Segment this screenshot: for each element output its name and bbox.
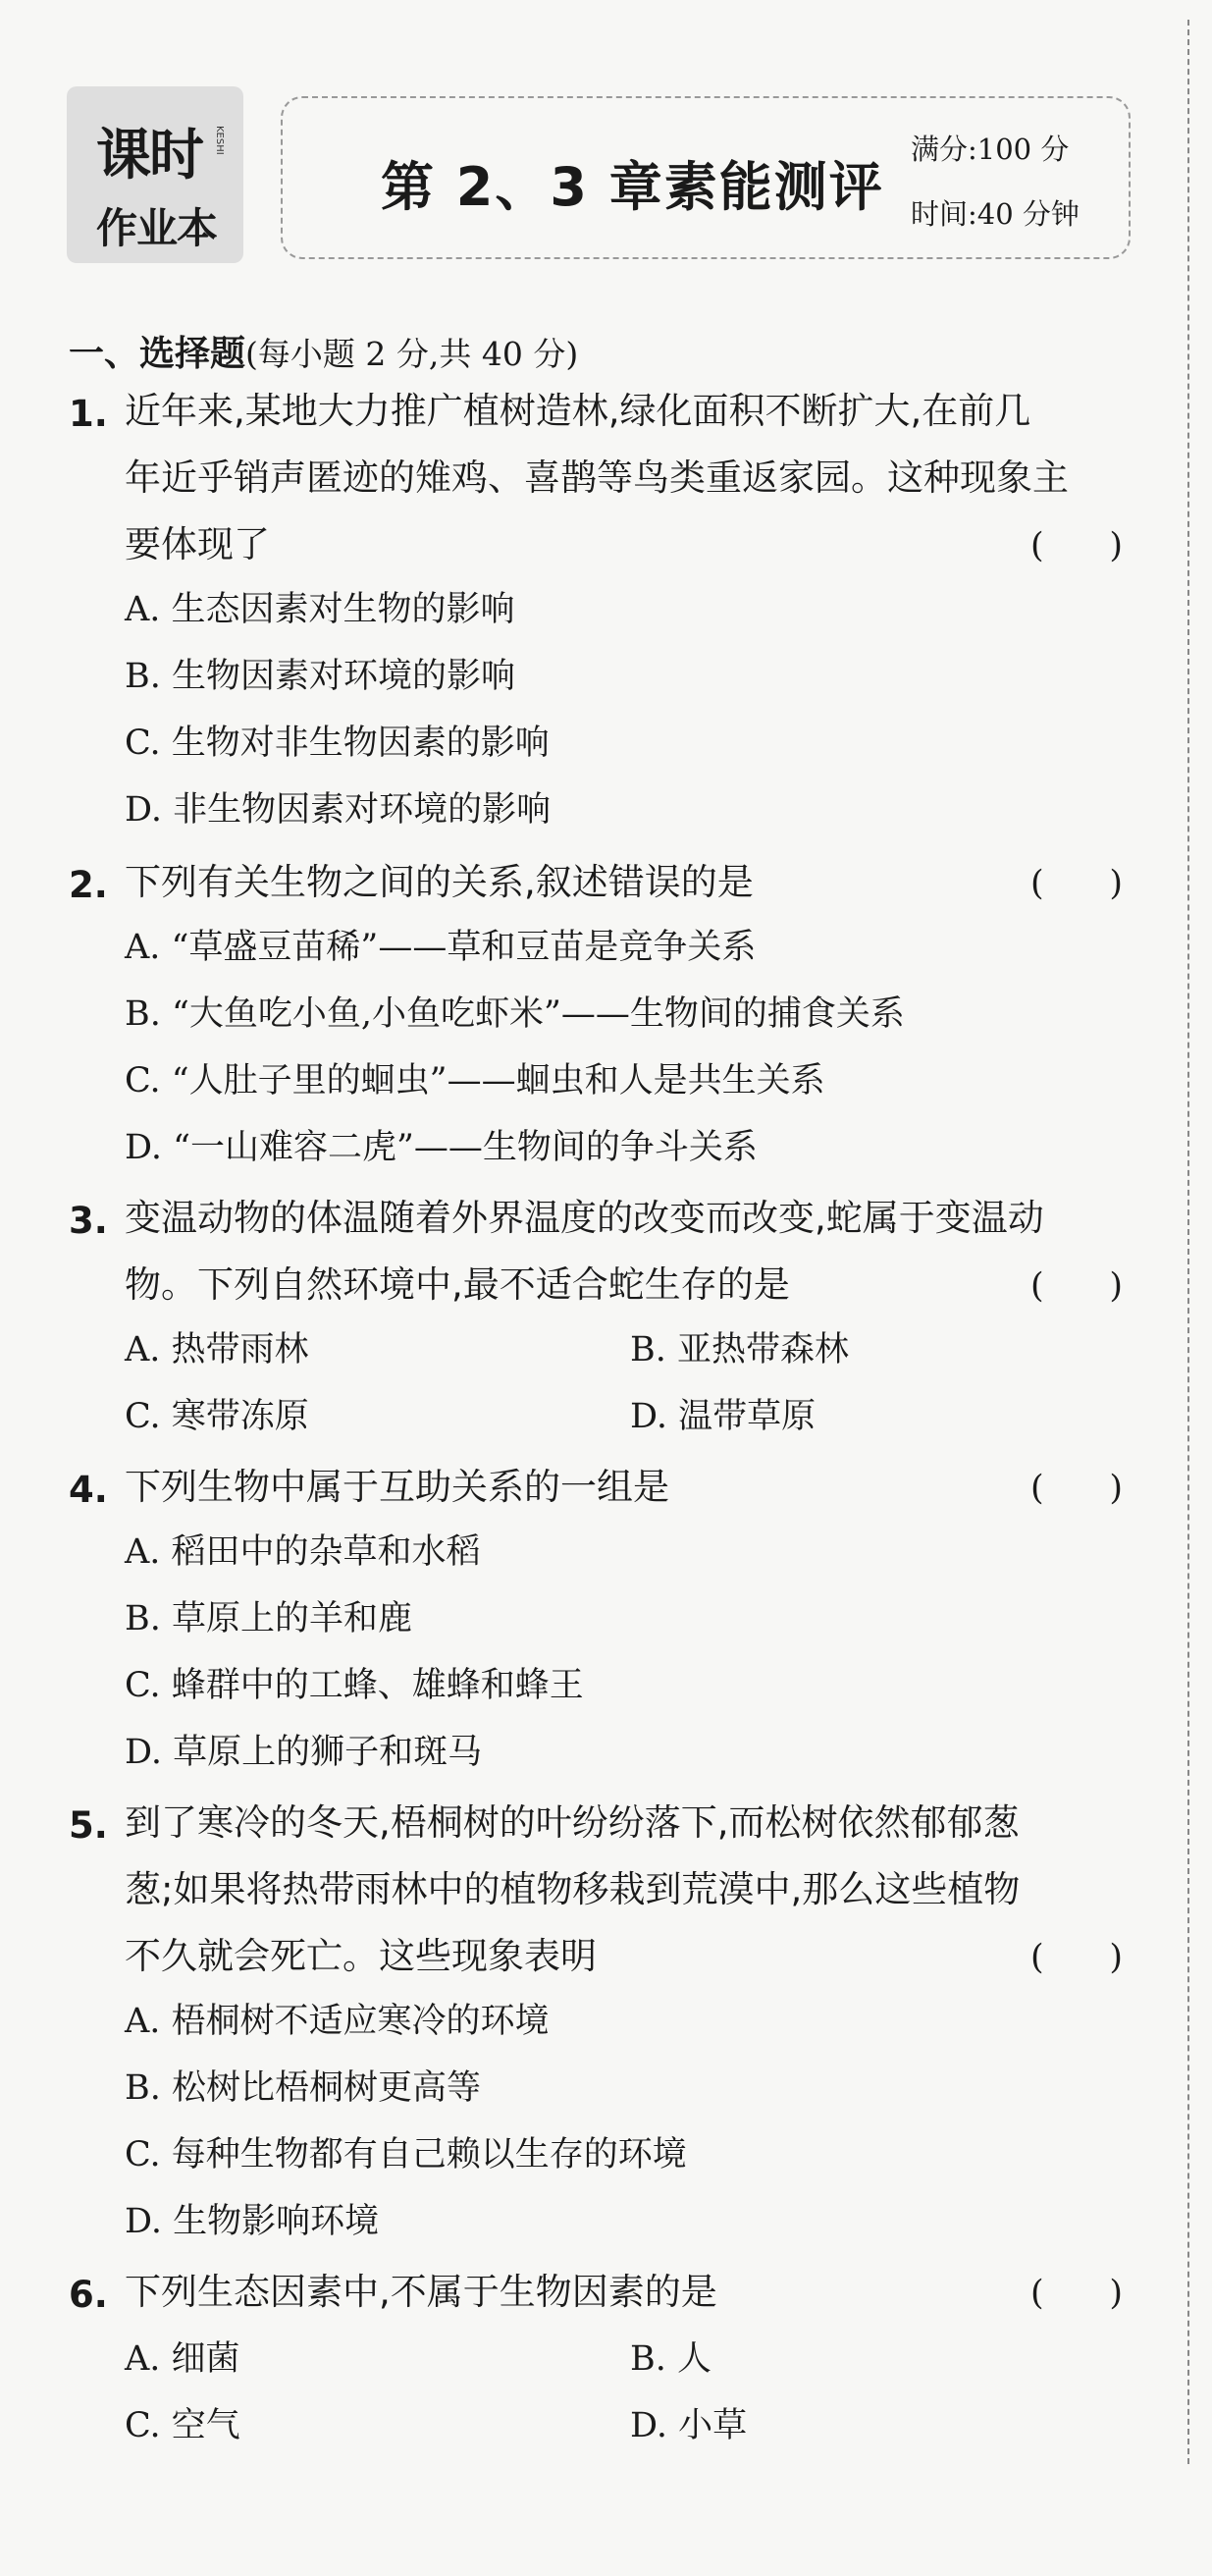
logo <box>67 86 243 263</box>
option[interactable]: D. 草原上的狮子和斑马 <box>125 1733 483 1772</box>
option[interactable]: C. 空气 <box>125 2406 240 2445</box>
option[interactable]: C. 每种生物都有自己赖以生存的环境 <box>125 2135 687 2174</box>
option[interactable]: A. 稻田中的杂草和水稻 <box>125 1532 481 1572</box>
option[interactable]: A. 热带雨林 <box>125 1330 309 1369</box>
option[interactable]: A. 梧桐树不适应寒冷的环境 <box>125 2002 550 2041</box>
option[interactable]: C. 寒带冻原 <box>125 1397 309 1436</box>
question-text: 年近乎销声匿迹的雉鸡、喜鹊等鸟类重返家园。这种现象主 <box>125 456 1069 499</box>
question-text: 下列生态因素中,不属于生物因素的是 <box>125 2271 717 2313</box>
question-number: 5. <box>69 1804 108 1847</box>
answer-blank[interactable]: ( ) <box>1030 2274 1124 2313</box>
option[interactable]: C. 蜂群中的工蜂、雄蜂和蜂王 <box>125 1666 584 1705</box>
question-number: 2. <box>69 864 108 906</box>
option[interactable]: D. 生物影响环境 <box>125 2202 380 2241</box>
option[interactable]: B. 人 <box>630 2339 711 2379</box>
option[interactable]: C. 生物对非生物因素的影响 <box>125 724 550 763</box>
question-text: 不久就会死亡。这些现象表明 <box>125 1935 597 1977</box>
option[interactable]: B. 松树比梧桐树更高等 <box>125 2068 481 2108</box>
option[interactable]: D. 温带草原 <box>630 1397 817 1436</box>
option[interactable]: C. “人肚子里的蛔虫”——蛔虫和人是共生关系 <box>125 1061 825 1100</box>
question-text: 下列生物中属于互助关系的一组是 <box>125 1466 669 1508</box>
answer-blank[interactable]: ( ) <box>1030 526 1124 565</box>
option[interactable]: B. “大鱼吃小鱼,小鱼吃虾米”——生物间的捕食关系 <box>125 994 905 1034</box>
answer-blank[interactable]: ( ) <box>1030 1469 1124 1508</box>
answer-blank[interactable]: ( ) <box>1030 864 1124 903</box>
question-text: 要体现了 <box>125 523 270 565</box>
option[interactable]: D. 非生物因素对环境的影响 <box>125 790 552 830</box>
option[interactable]: B. 草原上的羊和鹿 <box>125 1599 412 1638</box>
logo-line-1: 课时 <box>96 124 202 188</box>
option[interactable]: B. 生物因素对环境的影响 <box>125 657 515 696</box>
option[interactable]: D. 小草 <box>630 2406 748 2445</box>
option[interactable]: B. 亚热带森林 <box>630 1330 849 1369</box>
header-box <box>281 96 1131 259</box>
question-text: 葱;如果将热带雨林中的植物移栽到荒漠中,那么这些植物 <box>125 1868 1021 1910</box>
logo-pinyin: KESHI <box>214 126 225 155</box>
section-note: (每小题 2 分,共 40 分) <box>245 335 579 373</box>
question-number: 6. <box>69 2274 108 2316</box>
question-text: 变温动物的体温随着外界温度的改变而改变,蛇属于变温动 <box>125 1197 1044 1239</box>
full-marks: 满分:100 分 <box>911 133 1070 166</box>
answer-blank[interactable]: ( ) <box>1030 1938 1124 1977</box>
section-title: 一、选择题 <box>69 334 246 374</box>
question-number: 1. <box>69 393 108 435</box>
question-text: 物。下列自然环境中,最不适合蛇生存的是 <box>125 1263 790 1306</box>
logo-line-2: 作业本 <box>96 204 218 252</box>
question-text: 下列有关生物之间的关系,叙述错误的是 <box>125 861 754 903</box>
question-number: 3. <box>69 1200 108 1242</box>
question-text: 到了寒冷的冬天,梧桐树的叶纷纷落下,而松树依然郁郁葱 <box>125 1801 1020 1844</box>
page-margin-divider <box>1187 20 1189 2464</box>
option[interactable]: D. “一山难容二虎”——生物间的争斗关系 <box>125 1128 758 1167</box>
time-limit: 时间:40 分钟 <box>911 197 1080 231</box>
option[interactable]: A. “草盛豆苗稀”——草和豆苗是竞争关系 <box>125 928 757 967</box>
page-title: 第 2、3 章素能测评 <box>381 156 884 218</box>
question-number: 4. <box>69 1469 108 1511</box>
answer-blank[interactable]: ( ) <box>1030 1266 1124 1306</box>
option[interactable]: A. 细菌 <box>125 2339 240 2379</box>
option[interactable]: A. 生态因素对生物的影响 <box>125 590 515 629</box>
section-heading <box>69 326 578 376</box>
question-text: 近年来,某地大力推广植树造林,绿化面积不断扩大,在前几 <box>125 390 1031 432</box>
